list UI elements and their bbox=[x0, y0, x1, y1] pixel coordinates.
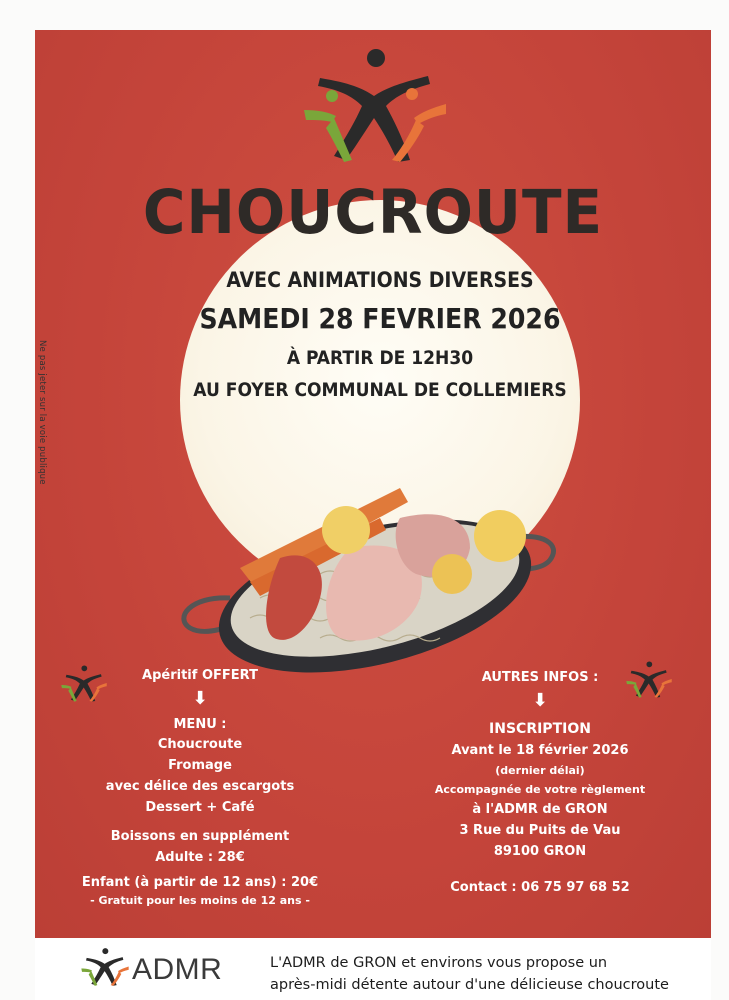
menu-title: MENU : bbox=[173, 717, 227, 732]
arrow-down-icon: ⬇ bbox=[532, 690, 548, 711]
address-street: 3 Rue du Puits de Vau bbox=[459, 823, 621, 838]
event-date: SAMEDI 28 FEVRIER 2026 bbox=[199, 302, 561, 335]
admr-logo-icon bbox=[80, 945, 130, 990]
event-details bbox=[150, 268, 610, 401]
footer-description bbox=[270, 952, 690, 996]
event-location: AU FOYER COMMUNAL DE COLLEMIERS bbox=[193, 379, 567, 401]
admr-figures-logo bbox=[300, 48, 450, 166]
event-time: À PARTIR DE 12H30 bbox=[286, 347, 474, 369]
choucroute-pan-image bbox=[170, 478, 570, 688]
menu-item: Fromage bbox=[168, 758, 232, 773]
contact-phone: Contact : 06 75 97 68 52 bbox=[450, 880, 630, 895]
drinks-note: Boissons en supplément bbox=[110, 829, 290, 844]
info-column bbox=[410, 670, 670, 895]
deadline-note: (dernier délai) bbox=[495, 764, 585, 777]
footer-line: L'ADMR de GRON et environs vous propose un bbox=[270, 955, 608, 971]
page-title: CHOUCROUTE bbox=[142, 176, 604, 248]
menu-column bbox=[80, 668, 320, 909]
event-subtitle: AVEC ANIMATIONS DIVERSES bbox=[226, 268, 534, 292]
footer-line: après-midi détente autour d'une délicieuse choucroute bbox=[270, 977, 669, 993]
address-city: 89100 GRON bbox=[493, 844, 587, 859]
payment-note: Accompagnée de votre règlement bbox=[434, 783, 646, 796]
aperitif-label: Apéritif OFFERT bbox=[142, 668, 258, 683]
menu-item: Dessert + Café bbox=[145, 800, 255, 815]
menu-item: Choucroute bbox=[157, 737, 243, 752]
inscription-deadline: Avant le 18 février 2026 bbox=[451, 743, 629, 758]
adult-price: Adulte : 28€ bbox=[155, 850, 245, 865]
arrow-down-icon: ⬇ bbox=[192, 688, 208, 709]
menu-item: avec délice des escargots bbox=[105, 779, 295, 794]
admr-brand: ADMR bbox=[132, 953, 223, 986]
payment-recipient: à l'ADMR de GRON bbox=[472, 802, 608, 817]
free-note: - Gratuit pour les moins de 12 ans - bbox=[90, 894, 310, 907]
other-info-label: AUTRES INFOS : bbox=[481, 670, 599, 685]
side-note: Ne pas jeter sur la voie publique bbox=[37, 340, 47, 485]
child-price: Enfant (à partir de 12 ans) : 20€ bbox=[81, 875, 319, 890]
inscription-title: INSCRIPTION bbox=[489, 721, 591, 737]
